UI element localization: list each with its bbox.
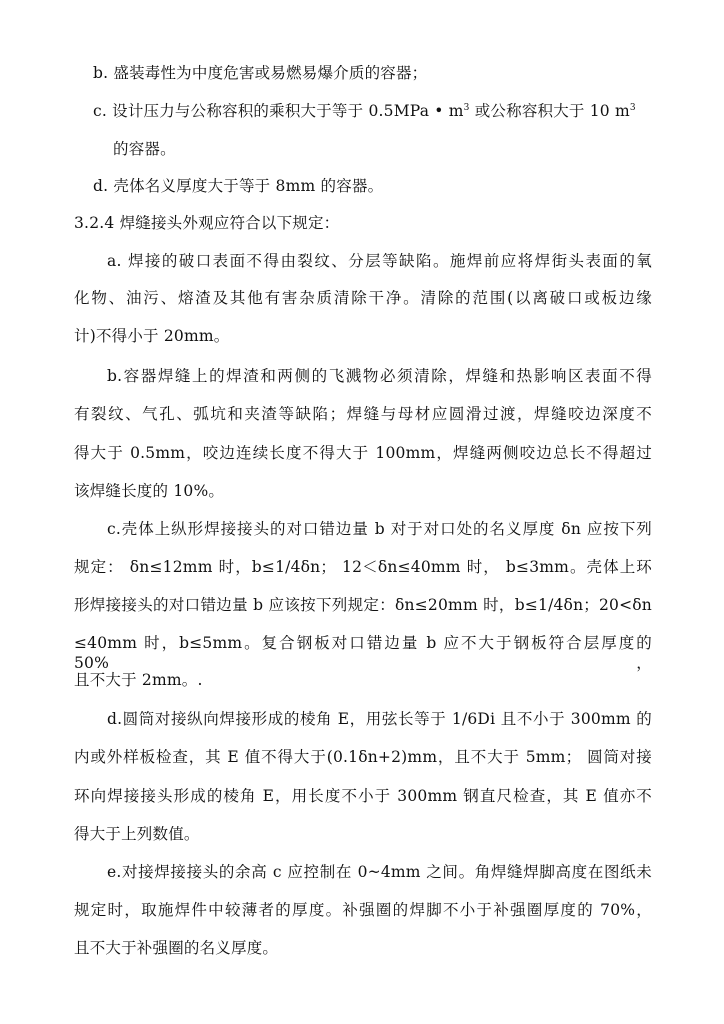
paragraph-b-line: 该焊缝长度的 10%。 bbox=[74, 482, 225, 500]
paragraph-a-line: 计)不得小于 20mm。 bbox=[74, 327, 230, 345]
list-item-c bbox=[93, 101, 636, 121]
list-item-b: b. 盛装毒性为中度危害或易燃易爆介质的容器； bbox=[93, 64, 428, 82]
paragraph-c-line: 形焊接接头的对口错边量 b 应该按下列规定：δn≤20mm 时，b≤1/4δn；20<δn bbox=[74, 596, 652, 614]
superscript-unit: 3 bbox=[463, 102, 470, 113]
paragraph-e-line: 且不大于补强圈的名义厚度。 bbox=[74, 939, 279, 957]
paragraph-e-line: e.对接焊接接头的余高 c 应控制在 0~4mm 之间。角焊缝焊脚高度在图纸未 bbox=[107, 863, 652, 881]
paragraph-d-line: d.圆筒对接纵向焊接形成的棱角 E，用弦长等于 1/6Di 且不小于 300mm 的 bbox=[107, 710, 652, 728]
paragraph-c-line: c.壳体上纵形焊接接头的对口错边量 b 对于对口处的名义厚度 δn 应按下列 bbox=[107, 520, 652, 538]
paragraph-a-line: a. 焊接的破口表面不得由裂纹、分层等缺陷。施焊前应将焊街头表面的氧 bbox=[107, 252, 652, 270]
paragraph-a-line: 化物、油污、熔渣及其他有害杂质清除干净。清除的范围(以离破口或板边缘 bbox=[74, 289, 652, 307]
list-item-c-text-2: 或公称容积大于 10 m bbox=[469, 102, 630, 120]
list-item-c-continuation: 的容器。 bbox=[113, 140, 176, 158]
paragraph-c-line: 且不大于 2mm。. bbox=[74, 671, 203, 689]
paragraph-e-line: 规定时，取施焊件中较薄者的厚度。补强圈的焊脚不小于补强圈厚度的 70%， bbox=[74, 901, 652, 919]
paragraph-c-line: 规定： δn≤12mm 时，b≤1/4δn； 12＜δn≤40mm 时， b≤3mm。壳体上环 bbox=[74, 558, 652, 576]
paragraph-b-line: 有裂纹、气孔、弧坑和夹渣等缺陷；焊缝与母材应圆滑过渡，焊缝咬边深度不 bbox=[74, 405, 652, 423]
paragraph-d-line: 得大于上列数值。 bbox=[74, 825, 200, 843]
section-heading: 3.2.4 焊缝接头外观应符合以下规定： bbox=[74, 214, 340, 232]
paragraph-c-line: ≤40mm 时，b≤5mm。复合钢板对口错边量 b 应不大于钢板符合层厚度的 50%， bbox=[74, 634, 652, 672]
paragraph-d-line: 内或外样板检查，其 E 值不得大于(0.1δn+2)mm，且不大于 5mm； 圆筒对接 bbox=[74, 748, 652, 766]
list-item-d: d. 壳体名义厚度大于等于 8mm 的容器。 bbox=[93, 177, 384, 195]
list-item-c-text-1: c. 设计压力与公称容积的乘积大于等于 0.5MPa • m bbox=[93, 102, 464, 120]
paragraph-d-line: 环向焊接接头形成的棱角 E，用长度不小于 300mm 钢直尺检查，其 E 值亦不 bbox=[74, 787, 652, 805]
superscript-unit: 3 bbox=[629, 102, 636, 113]
paragraph-b-line: 得大于 0.5mm，咬边连续长度不得大于 100mm，焊缝两侧咬边总长不得超过 bbox=[74, 444, 652, 462]
paragraph-b-line: b.容器焊缝上的焊渣和两侧的飞溅物必须清除，焊缝和热影响区表面不得 bbox=[107, 367, 652, 385]
